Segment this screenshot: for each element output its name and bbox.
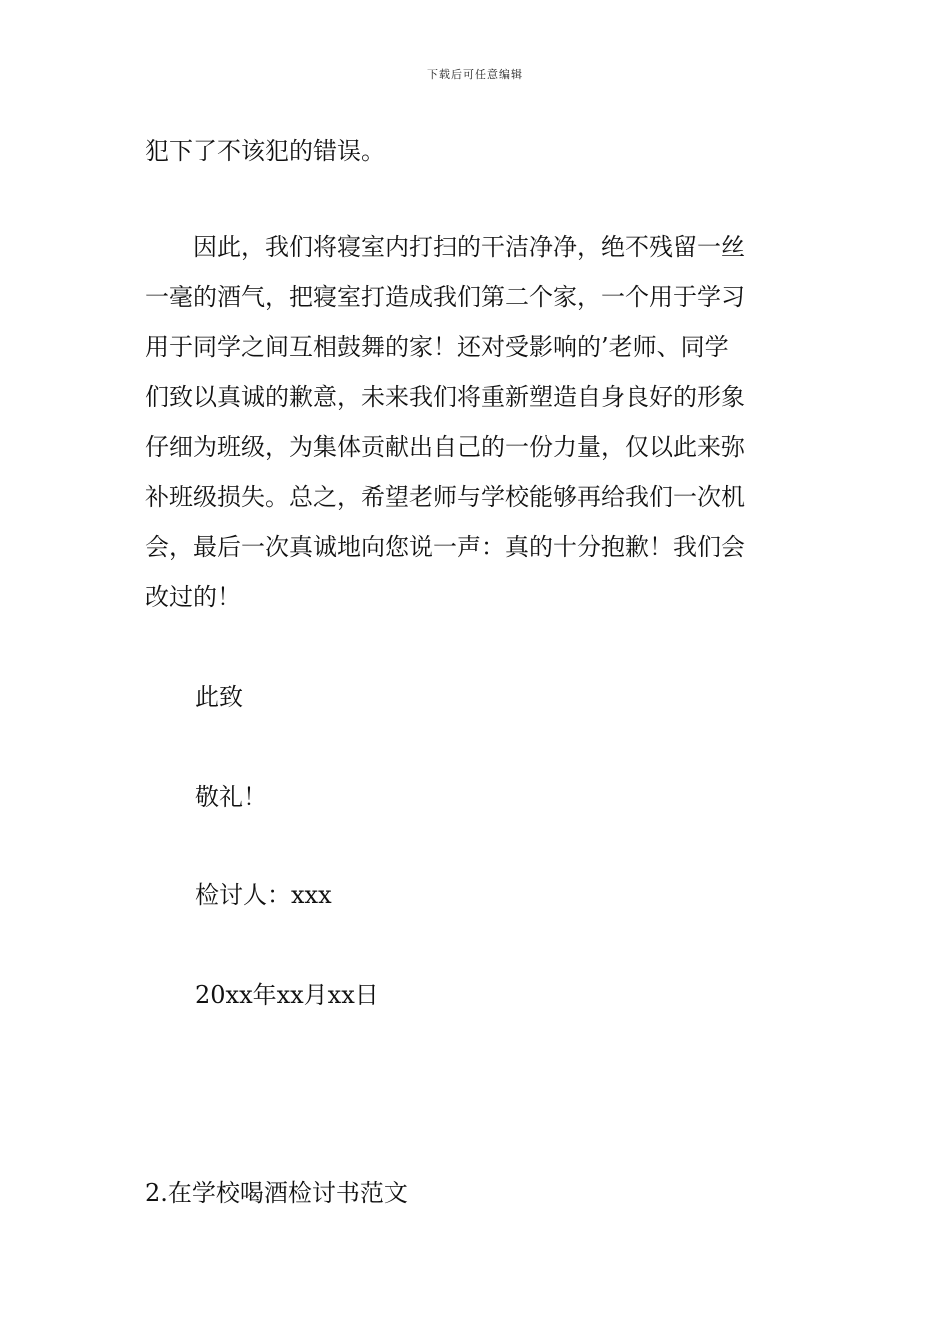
continuation-line: 犯下了不该犯的错误。 [145, 137, 385, 165]
section-heading: 2.在学校喝酒检讨书范文 [145, 1179, 408, 1207]
paragraph-line: 仔细为班级，为集体贡献出自己的一份力量，仅以此来弥 [145, 433, 745, 461]
paragraph-line: 补班级损失。总之，希望老师与学校能够再给我们一次机 [145, 483, 745, 511]
paragraph-line: 因此，我们将寝室内打扫的干洁净净，绝不残留一丝 [145, 233, 745, 261]
paragraph-line: 会，最后一次真诚地向您说一声：真的十分抱歉！我们会 [145, 533, 745, 561]
closing-salutation: 此致 [195, 683, 243, 711]
paragraph-line: 改过的！ [145, 583, 241, 611]
page-header: 下载后可任意编辑 [427, 68, 523, 81]
apology-paragraph [145, 222, 810, 622]
date-line: 20xx年xx月xx日 [195, 981, 379, 1009]
paragraph-line: 们致以真诚的歉意，未来我们将重新塑造自身良好的形象 [145, 383, 745, 411]
paragraph-line: 一毫的酒气，把寝室打造成我们第二个家，一个用于学习 [145, 283, 745, 311]
paragraph-line: 用于同学之间互相鼓舞的家！还对受影响的’老师、同学 [145, 333, 729, 361]
signer-line: 检讨人：xxx [195, 881, 332, 909]
closing-regards: 敬礼！ [195, 783, 267, 811]
